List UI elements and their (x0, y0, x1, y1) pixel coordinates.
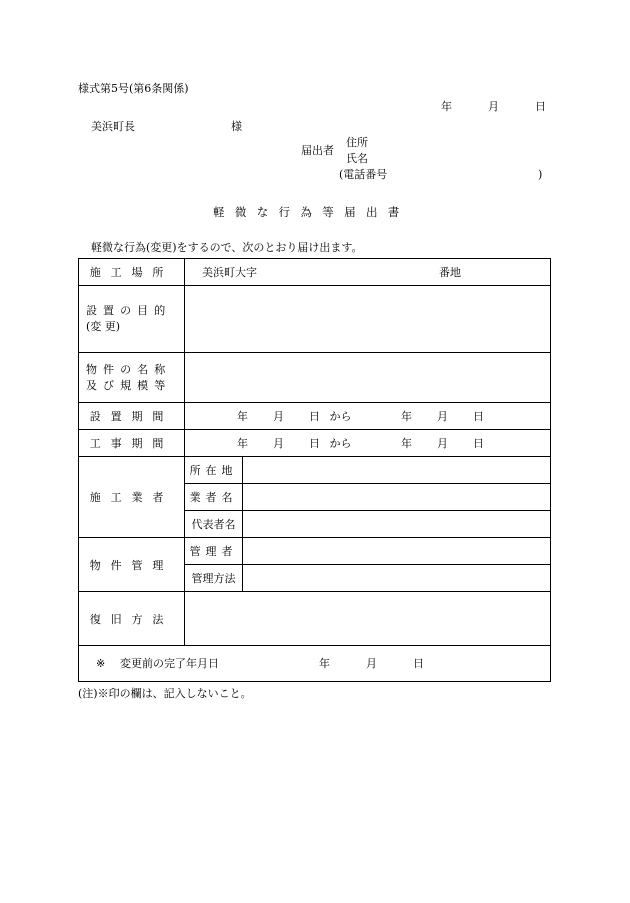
address-label: 住所 (346, 136, 368, 149)
document-title: 軽微な行為等届出書 (213, 205, 410, 219)
contractor-address-field[interactable] (243, 457, 551, 484)
period-year2: 年 (401, 410, 412, 423)
period-month: 月 (273, 437, 284, 450)
completion-field (79, 646, 551, 682)
location-label: 施工場所 (79, 259, 185, 286)
applicant-label: 届出者 (301, 144, 334, 157)
period-day2: 日 (473, 410, 484, 423)
property-field[interactable] (185, 353, 551, 403)
intro-text: 軽微な行為(変更)をするので、次のとおり届け出ます。 (91, 241, 363, 254)
name-label: 氏名 (346, 152, 368, 165)
date-year: 年 (441, 100, 452, 113)
notification-table (78, 258, 551, 682)
recipient: 美浜町長 (91, 120, 135, 133)
install-period-label: 設置期間 (79, 403, 185, 430)
row-contractor-address (79, 457, 551, 484)
install-period-field[interactable] (185, 403, 551, 430)
contractor-rep-field[interactable] (243, 511, 551, 538)
completion-year: 年 (319, 657, 330, 670)
completion-month: 月 (366, 657, 377, 670)
property-label: 物件の名称 及び規模等 (79, 353, 185, 403)
phone-label: (電話番号 (339, 168, 388, 181)
date-month: 月 (488, 100, 499, 113)
contractor-label: 施工業者 (79, 457, 185, 538)
row-purpose (79, 286, 551, 353)
location-field[interactable] (185, 259, 551, 286)
purpose-field[interactable] (185, 286, 551, 353)
location-suffix: 番地 (439, 266, 461, 279)
contractor-address-label: 所在地 (185, 457, 243, 484)
period-month2: 月 (437, 410, 448, 423)
phone-close: ) (538, 168, 543, 181)
period-month: 月 (273, 410, 284, 423)
period-year: 年 (237, 437, 248, 450)
management-label: 物件管理 (79, 538, 185, 592)
period-day-from: 日 から (309, 410, 352, 423)
completion-mark: ※ (96, 657, 106, 670)
row-property (79, 353, 551, 403)
manager-label: 管理者 (185, 538, 243, 565)
completion-day: 日 (413, 657, 424, 670)
row-location (79, 259, 551, 286)
row-restoration (79, 592, 551, 646)
row-manager (79, 538, 551, 565)
manager-field[interactable] (243, 538, 551, 565)
management-method-label: 管理方法 (185, 565, 243, 592)
contractor-name-label: 業者名 (185, 484, 243, 511)
period-year2: 年 (401, 437, 412, 450)
purpose-label: 設置の目的 (変 更) (79, 286, 185, 353)
contractor-name-field[interactable] (243, 484, 551, 511)
management-method-field[interactable] (243, 565, 551, 592)
restoration-field[interactable] (185, 592, 551, 646)
contractor-rep-label: 代表者名 (185, 511, 243, 538)
form-number: 様式第5号(第6条関係) (78, 82, 189, 95)
row-completion (79, 646, 551, 682)
period-year: 年 (237, 410, 248, 423)
recipient-honorific: 様 (231, 120, 242, 133)
date-day: 日 (535, 100, 546, 113)
period-month2: 月 (437, 437, 448, 450)
row-work-period (79, 430, 551, 457)
completion-label: 変更前の完了年月日 (120, 657, 219, 670)
restoration-label: 復旧方法 (79, 592, 185, 646)
row-install-period (79, 403, 551, 430)
period-day2: 日 (473, 437, 484, 450)
period-day-from: 日 から (309, 437, 352, 450)
work-period-field[interactable] (185, 430, 551, 457)
footnote: (注)※印の欄は、記入しないこと。 (78, 687, 252, 700)
location-prefix: 美浜町大字 (202, 266, 257, 279)
work-period-label: 工事期間 (79, 430, 185, 457)
